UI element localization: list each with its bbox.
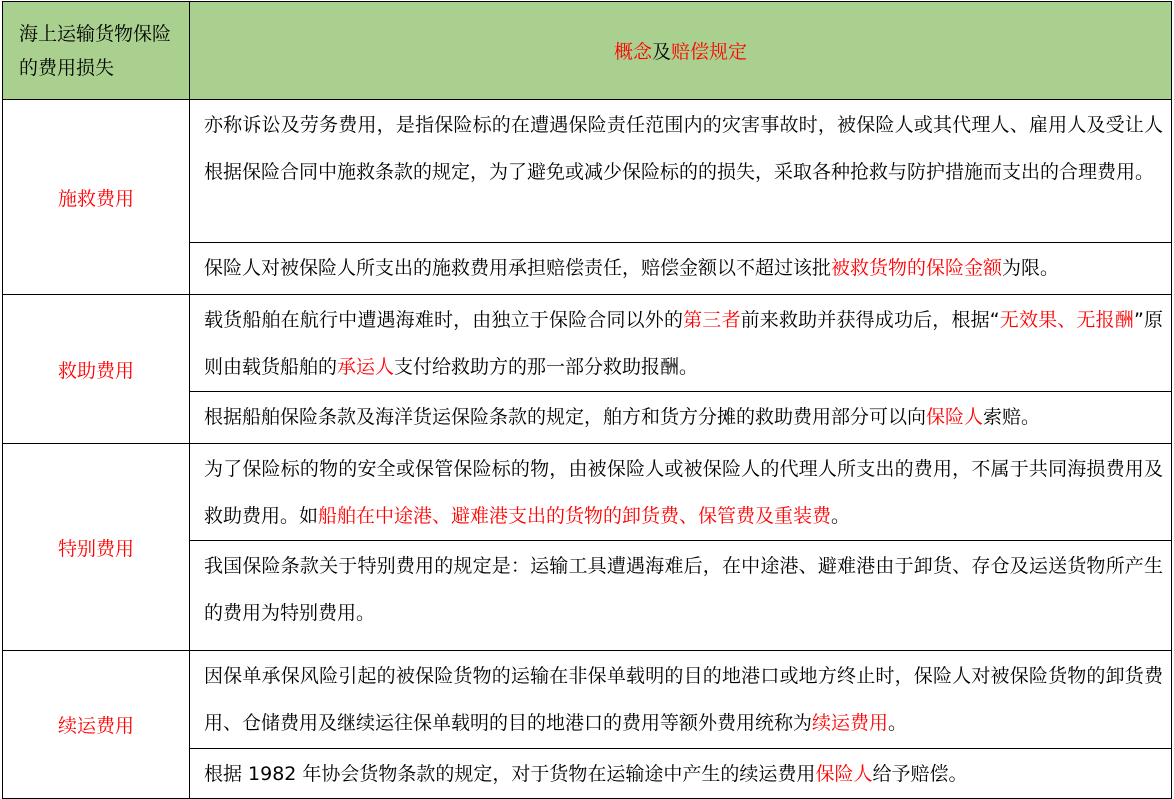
text-segment: 前来救助并获得成功后，根据“ xyxy=(740,309,1000,331)
highlighted-text: 保险人 xyxy=(926,406,984,428)
compensation-cell xyxy=(190,243,1172,295)
text-segment: 为了保险标的物的安全或保管保险标的物，由被保险人或被保险人的代理人所支出的费用，不属于共同海损费用及救助费用。如 xyxy=(204,458,1163,527)
highlighted-text: 无效果、无报酬 xyxy=(999,309,1134,331)
compensation-cell xyxy=(190,749,1172,799)
highlighted-text: 承运人 xyxy=(337,356,395,378)
text-segment: 根据 1982 年协会货物条款的规定，对于货物在运输途中产生的续运费用 xyxy=(204,763,816,785)
text-segment: 载货船舶在航行中遭遇海难时，由独立于保险合同以外的 xyxy=(204,309,684,331)
text-segment: 我国保险条款关于特别费用的规定是：运输工具遭遇海难后，在中途港、避难港由于卸货、存仓及运送货物所产生的费用为特别费用。 xyxy=(204,555,1163,624)
category-cell xyxy=(3,444,190,651)
header-category-cell xyxy=(3,2,190,100)
table-row xyxy=(3,100,1172,243)
concept-cell xyxy=(190,295,1172,392)
category-label: 救助费用 xyxy=(57,359,134,382)
compensation-cell xyxy=(190,541,1172,651)
category-cell xyxy=(3,295,190,444)
header-category-label: 海上运输货物保险的费用损失 xyxy=(19,22,172,79)
category-label: 续运费用 xyxy=(57,715,134,737)
header-compensation-label: 赔偿规定 xyxy=(671,41,748,63)
text-segment: ”原则由载货船舶的 xyxy=(204,309,1163,378)
table-row xyxy=(3,651,1172,749)
highlighted-text: 续运费用 xyxy=(812,712,889,734)
text-segment: 为限。 xyxy=(1002,257,1060,279)
concept-cell xyxy=(190,444,1172,541)
text-segment: 因保单承保风险引起的被保险货物的运输在非保单载明的目的地港口或地方终止时，保险人对被保险货物的卸货费用、仓储费用及继续运往保单载明的目的地港口的费用等额外费用统称为 xyxy=(204,665,1163,734)
highlighted-text: 船舶在中途港、避难港支出的货物的卸货费、保管费及重装费 xyxy=(318,505,832,527)
text-segment: 支付给救助方的那一部分救助报酬。 xyxy=(394,356,699,378)
insurance-expense-table xyxy=(2,1,1172,799)
text-segment: 给予赔偿。 xyxy=(872,763,968,785)
text-segment: 根据船舶保险条款及海洋货运保险条款的规定，舶方和货方分摊的救助费用部分可以向 xyxy=(204,406,927,428)
text-segment: 。 xyxy=(831,505,851,527)
highlighted-text: 第三者 xyxy=(683,309,741,331)
highlighted-text: 被救货物的保险金额 xyxy=(831,257,1003,279)
text-segment: 保险人对被保险人所支出的施救费用承担赔偿责任，赔偿金额以不超过该批 xyxy=(204,257,832,279)
table-row xyxy=(3,295,1172,392)
category-label: 施救费用 xyxy=(57,187,134,210)
header-description-cell xyxy=(190,2,1172,100)
header-join-label: 及 xyxy=(651,41,671,63)
concept-cell xyxy=(190,100,1172,243)
table-header-row xyxy=(3,2,1172,100)
text-segment: 亦称诉讼及劳务费用，是指保险标的在遭遇保险责任范围内的灾害事故时，被保险人或其代理人、雇用人及受让人根据保险合同中施救条款的规定，为了避免或减少保险标的的损失，采取各种抢救与防护措施而支出的合理费用。 xyxy=(204,114,1163,183)
category-cell xyxy=(3,100,190,295)
highlighted-text: 保险人 xyxy=(815,763,873,785)
category-label: 特别费用 xyxy=(57,537,134,560)
text-segment: 。 xyxy=(888,712,908,734)
category-cell xyxy=(3,651,190,799)
concept-cell xyxy=(190,651,1172,749)
header-concept-label: 概念 xyxy=(613,41,652,63)
table-row xyxy=(3,444,1172,541)
compensation-cell xyxy=(190,392,1172,444)
text-segment: 索赔。 xyxy=(983,406,1041,428)
